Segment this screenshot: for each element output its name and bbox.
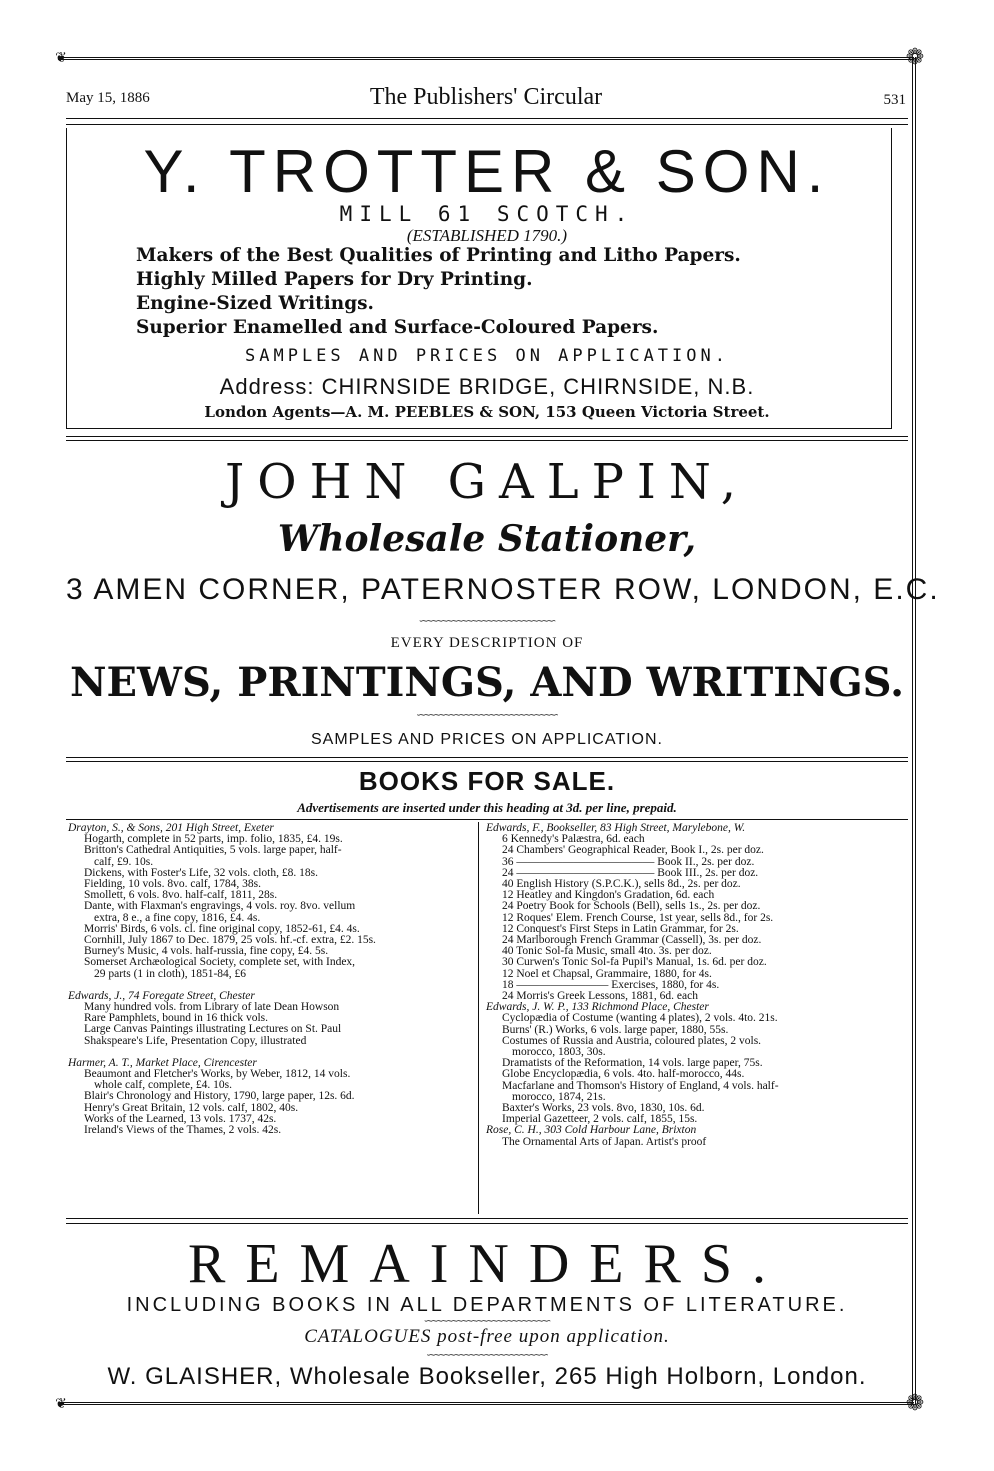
listing-line: 36 ———————————— Book II., 2s. per doz. bbox=[502, 855, 755, 868]
listing-line: Burney's Music, 4 vols. half-russia, fine copy, £4. 5s. bbox=[84, 945, 329, 958]
trotter-line: Highly Milled Papers for Dry Printing. bbox=[136, 269, 533, 290]
listing-line: Baxter's Works, 23 vols. 8vo, 1830, 10s. 6d. bbox=[502, 1102, 705, 1115]
listing-line: Somerset Archæological Society, complete set, with Index, bbox=[84, 956, 356, 969]
frame-top-rule bbox=[58, 57, 914, 60]
listing-line: 24 Marlborough French Grammar (Cassell), 3s. per doz. bbox=[502, 934, 762, 947]
listing-line: Rare Pamphlets, bound in 16 thick vols. bbox=[84, 1012, 268, 1025]
listing-line: Costumes of Russia and Austria, coloured plates, 2 vols. bbox=[502, 1034, 762, 1047]
listing-line: 40 Tonic Sol-fa Music, small 4to. 3s. per doz. bbox=[502, 945, 712, 958]
books-left-column bbox=[68, 823, 473, 1136]
issue-date: May 15, 1886 bbox=[66, 90, 150, 106]
listing-line: Dramatists of the Reformation, 14 vols. large paper, 75s. bbox=[502, 1057, 763, 1070]
listing-line: 24 Morris's Greek Lessons, 1881, 6d. each bbox=[502, 990, 698, 1003]
running-header bbox=[66, 84, 906, 114]
listing-line: 24 Poetry Book for Schools (Bell), sells 1s., 2s. per doz. bbox=[502, 900, 761, 913]
listing-line: Dickens, with Foster's Life, 32 vols. cloth, £8. 18s. bbox=[84, 866, 318, 879]
trotter-address: Address: CHIRNSIDE BRIDGE, CHIRNSIDE, N.B. bbox=[219, 374, 755, 399]
listing-line: Many hundred vols. from Library of late Dean Howson bbox=[84, 1001, 340, 1014]
galpin-samples: SAMPLES AND PRICES ON APPLICATION. bbox=[310, 731, 663, 748]
listing-line: 18 ———————— Exercises, 1880, for 4s. bbox=[502, 978, 720, 991]
listing-line: 12 Noel et Chapsal, Grammaire, 1880, for 4s. bbox=[502, 967, 712, 980]
wavy-divider: ∽∽∽∽∽∽∽∽∽∽∽∽∽∽∽∽∽∽∽∽∽∽∽∽∽ bbox=[424, 1316, 550, 1327]
dealer-heading: Rose, C. H., 303 Cold Harbour Lane, Brixton bbox=[486, 1124, 697, 1137]
section-rule bbox=[66, 757, 908, 758]
scroll-ornament-icon: ❦ bbox=[55, 1396, 67, 1412]
remainders-including: INCLUDING BOOKS IN ALL DEPARTMENTS OF LITERATURE. bbox=[126, 1294, 848, 1316]
galpin-trade: Wholesale Stationer, bbox=[277, 518, 697, 560]
listing-line: 30 Curwen's Tonic Sol-fa Pupil's Manual, 1s. 6d. per doz. bbox=[502, 956, 767, 969]
trotter-agents: London Agents—A. M. PEEBLES & SON, 153 Queen Victoria Street. bbox=[204, 403, 770, 421]
listing-line: Cyclopædia of Costume (wanting 4 plates), 2 vols. 4to. 21s. bbox=[502, 1012, 778, 1025]
galpin-name: JOHN GALPIN, bbox=[224, 454, 750, 510]
galpin-news: NEWS, PRINTINGS, AND WRITINGS. bbox=[69, 659, 905, 706]
listing-line: Dante, with Flaxman's engravings, 4 vols. roy. 8vo. vellum bbox=[84, 900, 356, 913]
listing-line: Ireland's Views of the Thames, 2 vols. 42s. bbox=[84, 1124, 282, 1137]
listing-line: Morris' Birds, 6 vols. cl. fine original copy, 1852-61, £4. 4s. bbox=[84, 922, 360, 935]
listing-line: 24 ———————————— Book III., 2s. per doz. bbox=[502, 866, 759, 879]
listing-line: Henry's Great Britain, 12 vols. calf, 1802, 40s. bbox=[84, 1101, 299, 1114]
listing-line: extra, 8 e., a fine copy, 1816, £4. 4s. bbox=[94, 911, 261, 924]
wavy-divider: ∽∽∽∽∽∽∽∽∽∽∽∽∽∽∽∽∽∽∽∽∽∽∽∽∽∽∽ bbox=[419, 616, 555, 627]
header-rule bbox=[66, 124, 908, 125]
column-divider bbox=[478, 822, 479, 1214]
listing-line: Macfarlane and Thomson's History of England, 4 vols. half- bbox=[502, 1079, 779, 1092]
listing-line: Imperial Gazetteer, 2 vols. calf, 1855, 15s. bbox=[502, 1113, 698, 1126]
trotter-mill: MILL 61 SCOTCH. bbox=[339, 202, 635, 226]
header-rule bbox=[66, 118, 908, 119]
listing-line: Blair's Chronology and History, 1790, large paper, 12s. 6d. bbox=[84, 1090, 355, 1103]
books-right-column bbox=[486, 823, 906, 1148]
listing-line: Smollett, 6 vols. 8vo. half-calf, 1811, 28s. bbox=[84, 889, 278, 902]
journal-title: The Publishers' Circular bbox=[369, 84, 603, 110]
glaisher-address: W. GLAISHER, Wholesale Bookseller, 265 High Holborn, London. bbox=[107, 1363, 867, 1390]
frame-right-rule bbox=[912, 57, 916, 1405]
section-rule bbox=[66, 440, 908, 441]
listing-line: 12 Roques' Elem. French Course, 1st year, sells 8d., for 2s. bbox=[502, 911, 774, 924]
listing-line: morocco, 1874, 21s. bbox=[512, 1090, 606, 1103]
listing-line: Shakspeare's Life, Presentation Copy, illustrated bbox=[84, 1034, 307, 1047]
galpin-every: EVERY DESCRIPTION OF bbox=[390, 635, 584, 651]
section-rule bbox=[66, 1223, 908, 1224]
dealer-heading: Drayton, S., & Sons, 201 High Street, Exeter bbox=[68, 822, 274, 834]
books-heading: BOOKS FOR SALE. bbox=[358, 766, 616, 796]
listing-line: Hogarth, complete in 52 parts, imp. folio, 1835, £4. 19s. bbox=[84, 833, 343, 846]
dealer-heading: Edwards, F., Bookseller, 83 High Street, Marylebone, W. bbox=[486, 822, 746, 834]
listing-line: whole calf, complete, £4. 10s. bbox=[94, 1079, 232, 1092]
trotter-line: Engine-Sized Writings. bbox=[136, 293, 374, 314]
listing-line: calf, £9. 10s. bbox=[94, 855, 154, 868]
listing-line: The Ornamental Arts of Japan. Artist's proof bbox=[502, 1135, 707, 1148]
page-number: 531 bbox=[883, 92, 906, 108]
section-rule bbox=[66, 761, 908, 762]
trotter-name: Y. TROTTER & SON. bbox=[143, 138, 831, 205]
section-rule bbox=[66, 436, 908, 437]
frame-bottom-rule bbox=[58, 1402, 914, 1405]
dealer-heading: Edwards, J., 74 Foregate Street, Chester bbox=[68, 989, 255, 1002]
listing-line: morocco, 1803, 30s. bbox=[512, 1046, 606, 1059]
wavy-divider: ∽∽∽∽∽∽∽∽∽∽∽∽∽∽∽∽∽∽∽∽∽∽∽∽∽∽∽∽ bbox=[416, 710, 558, 721]
listing-line: Large Canvas Paintings illustrating Lectures on St. Paul bbox=[84, 1023, 342, 1036]
listing-line: Cornhill, July 1867 to Dec. 1879, 25 vols. hf.-cf. extra, £2. 15s. bbox=[84, 934, 376, 947]
listing-line: 29 parts (1 in cloth), 1851-84, £6 bbox=[94, 967, 247, 980]
listing-line: Globe Encyclopædia, 6 vols. 4to. half-morocco, 44s. bbox=[502, 1068, 745, 1081]
listing-line: Beaumont and Fletcher's Works, by Weber, 1812, 14 vols. bbox=[84, 1068, 351, 1081]
trotter-samples: SAMPLES AND PRICES ON APPLICATION. bbox=[245, 346, 729, 366]
wavy-divider: ∽∽∽∽∽∽∽∽∽∽∽∽∽∽∽∽∽∽∽∽∽∽∽∽ bbox=[426, 1350, 548, 1361]
listing-line: 12 Conquest's First Steps in Latin Grammar, for 2s. bbox=[502, 922, 739, 935]
listing-line: 6 Kennedy's Palæstra, 6d. each bbox=[502, 833, 645, 846]
trotter-line: Makers of the Best Qualities of Printing and Litho Papers. bbox=[136, 245, 741, 266]
remainders-catalogues: CATALOGUES post-free upon application. bbox=[304, 1326, 670, 1347]
dealer-heading: Harmer, A. T., Market Place, Cirencester bbox=[68, 1056, 257, 1069]
listing-line: Britton's Cathedral Antiquities, 5 vols. large paper, half- bbox=[84, 844, 342, 857]
trotter-established: (ESTABLISHED 1790.) bbox=[406, 226, 568, 245]
dealer-heading: Edwards, J. W. P., 133 Richmond Place, Chester bbox=[486, 1001, 709, 1014]
galpin-address: 3 AMEN CORNER, PATERNOSTER ROW, LONDON, E.C. bbox=[66, 573, 940, 606]
flower-ornament-icon: ❁ bbox=[905, 45, 925, 70]
listing-line: Burns' (R.) Works, 6 vols. large paper, 1880, 55s. bbox=[502, 1023, 729, 1036]
remainders-title: REMAINDERS. bbox=[187, 1233, 787, 1295]
listing-line: 12 Heatley and Kingdon's Gradation, 6d. each bbox=[502, 889, 715, 902]
trotter-line: Superior Enamelled and Surface-Coloured Papers. bbox=[136, 317, 659, 338]
books-rule bbox=[66, 819, 908, 820]
listing-line: 24 Chambers' Geographical Reader, Book I., 2s. per doz. bbox=[502, 844, 764, 857]
listing-line: Fielding, 10 vols. 8vo. calf, 1784, 38s. bbox=[84, 878, 261, 891]
listing-line: Works of the Learned, 13 vols. 1737, 42s. bbox=[84, 1112, 277, 1125]
scroll-ornament-icon: ❦ bbox=[55, 50, 67, 66]
books-note: Advertisements are inserted under this heading at 3d. per line, prepaid. bbox=[297, 800, 677, 815]
section-rule bbox=[66, 1218, 908, 1219]
flower-ornament-icon: ❁ bbox=[905, 1391, 925, 1416]
listing-line: 40 English History (S.P.C.K.), sells 8d., 2s. per doz. bbox=[502, 878, 741, 891]
